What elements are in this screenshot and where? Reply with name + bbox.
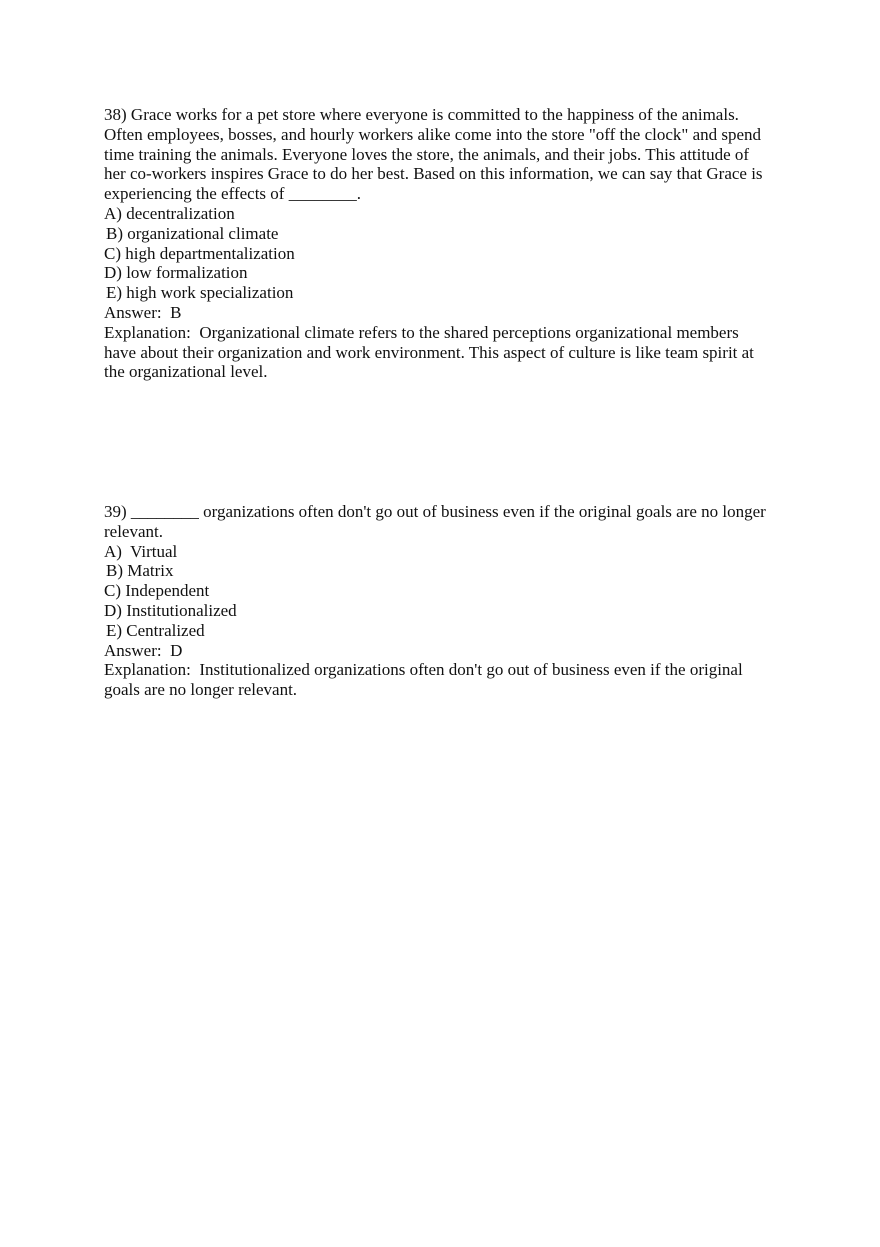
answer-line: Answer: B	[104, 302, 182, 322]
choice-a: A) decentralization	[104, 203, 235, 223]
choice-e: E) high work specialization	[106, 283, 294, 303]
choice-b: B) Matrix	[106, 561, 174, 581]
question-stem-line: Often employees, bosses, and hourly workers alike come into the store "off the clock" and spend	[104, 124, 762, 144]
choice-a: A) Virtual	[104, 541, 178, 561]
question-38	[104, 105, 794, 382]
explanation-line: goals are no longer relevant.	[104, 680, 298, 700]
choice-c: C) Independent	[104, 581, 210, 601]
choice-d: D) Institutionalized	[104, 600, 237, 620]
choice-c: C) high departmentalization	[104, 243, 295, 263]
question-stem-line: time training the animals. Everyone loves the store, the animals, and their jobs. This attitude of	[104, 144, 750, 164]
choice-d: D) low formalization	[104, 263, 248, 283]
explanation-line: Explanation: Organizational climate refers to the shared perceptions organizational members	[104, 322, 739, 342]
choice-b: B) organizational climate	[106, 223, 279, 243]
choice-e: E) Centralized	[106, 620, 205, 640]
question-stem-line: 38) Grace works for a pet store where everyone is committed to the happiness of the animals.	[104, 105, 739, 124]
question-stem-line: relevant.	[104, 521, 163, 541]
answer-line: Answer: D	[104, 640, 183, 660]
explanation-line: the organizational level.	[104, 362, 268, 382]
question-stem-line: experiencing the effects of ________.	[104, 184, 361, 204]
question-stem-line: 39) ________ organizations often don't go out of business even if the original goals are no longer	[104, 502, 766, 521]
question-39	[104, 502, 794, 700]
question-stem-line: her co-workers inspires Grace to do her best. Based on this information, we can say that Grace is	[104, 164, 763, 184]
explanation-line: Explanation: Institutionalized organizations often don't go out of business even if the original	[104, 660, 743, 680]
explanation-line: have about their organization and work environment. This aspect of culture is like team spirit at	[104, 342, 754, 362]
